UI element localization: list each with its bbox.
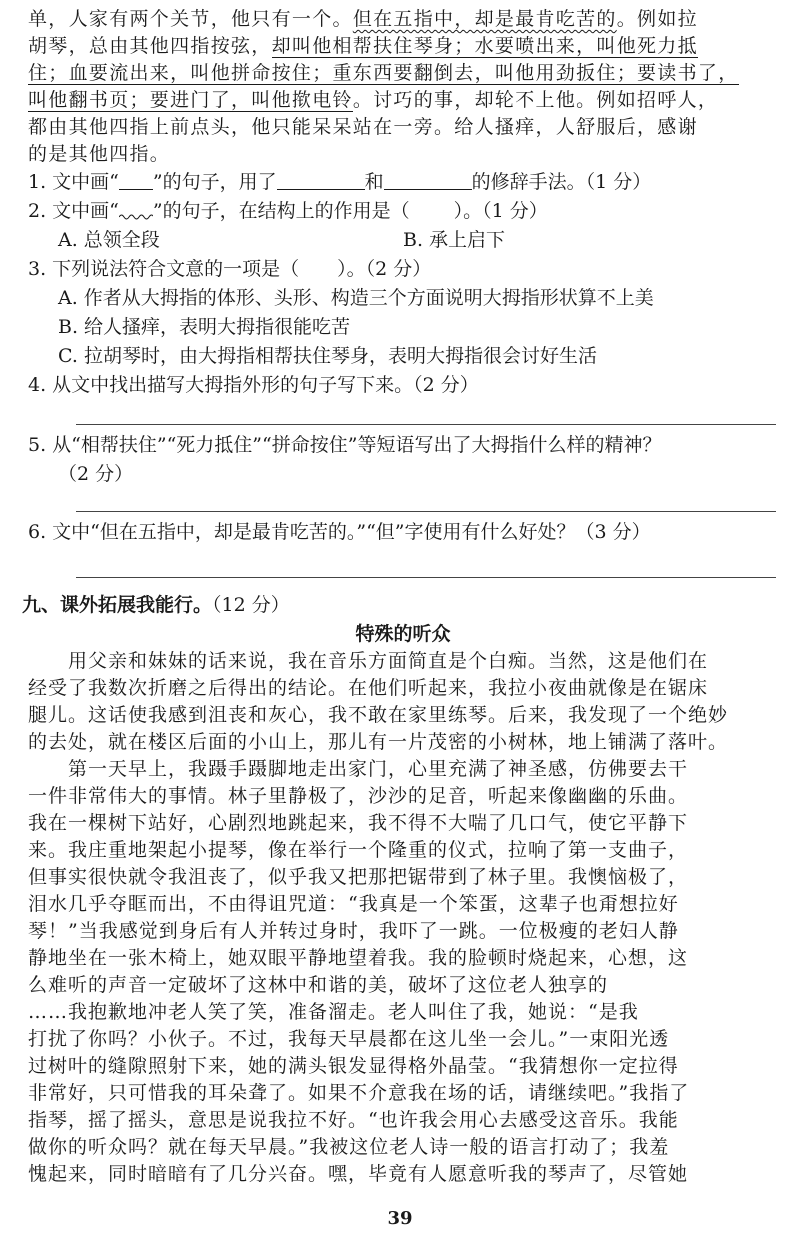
story-line: 经受了我数次折磨之后得出的结论。在他们听起来，我拉小夜曲就像是在锯床 [28,677,709,699]
passage-text: 。讨巧的事，却轮不上他。例如招呼人， [352,89,719,111]
passage-text: 单，人家有两个关节，他只有一个。 [28,8,353,30]
question-4: 4. 从文中找出描写大拇指外形的句子写下来。（2 分） [28,374,479,396]
story-line: 但事实很快就令我沮丧了，似乎我又把那把锯带到了林子里。我懊恼极了， [28,866,689,888]
question-5: 5. 从“相帮扶住”“死力抵住”“拼命按住”等短语写出了大拇指什么样的精神？ [28,434,662,456]
story-line: 来。我庄重地架起小提琴，像在举行一个隆重的仪式，拉响了第一支曲子， [28,839,689,861]
passage-line [28,60,778,87]
story-line: 一件非常伟大的事情。林子里静极了，沙沙的足音，听起来像幽幽的乐曲。 [28,785,689,807]
story-line: 指琴，摇了摇头，意思是说我拉不好。“也许我会用心去感受这音乐。我能 [28,1109,679,1131]
section-9-heading: 九、课外拓展我能行。（12 分） [22,594,290,616]
story-line: 的去处，就在楼区后面的小山上，那儿有一片茂密的小树林，地上铺满了落叶。 [28,731,729,753]
story-line: 我在一棵树下站好，心剧烈地跳起来，我不得不大喘了几口气，使它平静下 [28,812,689,834]
passage-line [28,33,778,60]
passage-line [28,114,778,141]
story-line: 第一天早上，我蹑手蹑脚地走出家门，心里充满了神圣感，仿佛要去干 [28,758,689,780]
story-body [28,648,778,1188]
story-line: 泪水几乎夺眶而出，不由得诅咒道：“我真是一个笨蛋，这辈子也甭想拉好 [28,893,679,915]
wavy-line-sample [119,201,153,219]
page-number: 39 [387,1208,413,1229]
passage-line [28,87,778,114]
answer-blank-1a[interactable] [277,171,365,190]
option-2a[interactable]: A. 总领全段 [58,229,160,251]
straight-underlined-text: 住；血要流出来，叫他拼命按住；重东西要翻倒去，叫他用劲扳住；要读书了， [28,62,739,84]
passage-text: 胡琴，总由其他四指按弦， [28,35,272,57]
option-2b[interactable]: B. 承上启下 [403,229,506,251]
passage-text: 。例如拉 [616,8,698,30]
story-line: 愧起来，同时暗暗有了几分兴奋。嘿，毕竟有人愿意听我的琴声了，尽管她 [28,1163,689,1185]
straight-underlined-text: 却叫他相帮扶住琴身；水要喷出来，叫他死力抵 [271,35,698,57]
question-6: 6. 文中“但在五指中，却是最肯吃苦的。”“但”字使用有什么好处？（3 分） [28,521,651,543]
story-line: 做你的听众吗？就在每天早晨。”我被这位老人诗一般的语言打动了；我羞 [28,1136,670,1158]
story-line: ……我抱歉地冲老人笑了笑，准备溜走。老人叫住了我，她说：“是我 [28,1001,639,1023]
passage-text: 的是其他四指。 [28,143,171,165]
answer-line-6[interactable] [76,555,776,578]
option-3b[interactable]: B. 给人搔痒，表明大拇指很能吃苦 [58,316,351,338]
story-line: 过树叶的缝隙照射下来，她的满头银发显得格外晶莹。“我猜想你一定拉得 [28,1055,679,1077]
passage-excerpt [28,6,778,168]
question-1: 1. 文中画“ ”的句子，用了 和 的修辞手法。（1 分） [28,171,652,193]
line-style-sample [119,171,153,190]
question-2-options [28,226,778,255]
passage-line [28,141,778,168]
wavy-underlined-text: 但在五指中，却是最肯吃苦的 [352,8,617,30]
story-line: 静地坐在一张木椅上，她双眼平静地望着我。我的脸顿时烧起来，心想，这 [28,947,689,969]
question-2: 2. 文中画“ ”的句子，在结构上的作用是（ ）。（1 分） [28,200,548,222]
question-3: 3. 下列说法符合文意的一项是（ ）。（2 分） [28,258,432,280]
question-5-points: （2 分） [58,463,134,485]
straight-underlined-text: 叫他翻书页；要进门了，叫他揿电铃 [28,89,353,111]
story-line: 用父亲和妹妹的话来说，我在音乐方面简直是个白痴。当然，这是他们在 [28,650,709,672]
story-line: 琴！”当我感觉到身后有人并转过身时，我吓了一跳。一位极瘦的老妇人静 [28,920,679,942]
story-line: 腿儿。这话使我感到沮丧和灰心，我不敢在家里练琴。后来，我发现了一个绝妙 [28,704,729,726]
story-line: 么难听的声音一定破坏了这林中和谐的美，破坏了这位老人独享的 [28,974,609,996]
option-3c[interactable]: C. 拉胡琴时，由大拇指相帮扶住琴身，表明大拇指很会讨好生活 [58,345,597,367]
passage-line [28,6,778,33]
story-line: 非常好，只可惜我的耳朵聋了。如果不介意我在场的话，请继续吧。”我指了 [28,1082,690,1104]
passage-text: 都由其他四指上前点头，他只能呆呆站在一旁。给人搔痒，人舒服后，感谢 [28,116,698,138]
worksheet-page [22,6,778,1188]
story-line: 打扰了你吗？小伙子。不过，我每天早晨都在这儿坐一会儿。”一束阳光透 [28,1028,670,1050]
story-title: 特殊的听众 [355,623,451,645]
answer-blank-1b[interactable] [384,171,472,190]
answer-line-5[interactable] [76,489,776,512]
answer-line-4[interactable] [76,402,776,425]
option-3a[interactable]: A. 作者从大拇指的体形、头形、构造三个方面说明大拇指形状算不上美 [58,287,654,309]
